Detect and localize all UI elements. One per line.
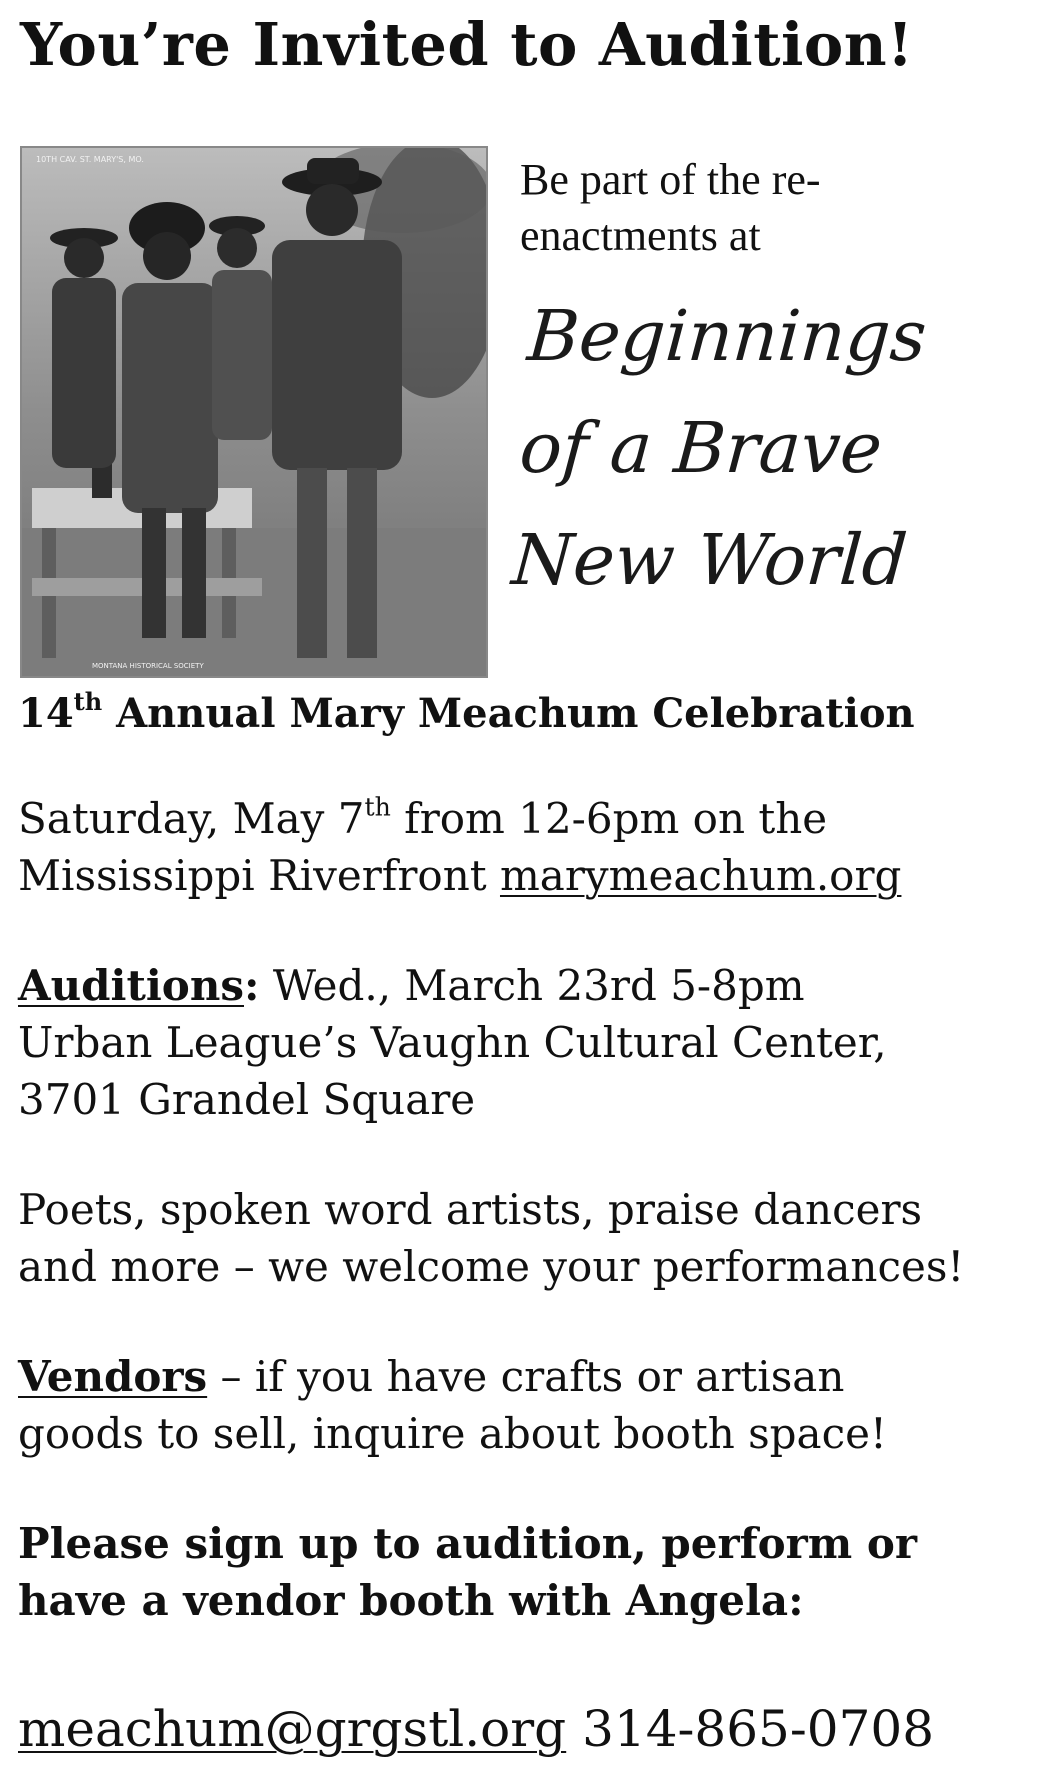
date-text: Saturday, May 7 bbox=[18, 794, 365, 843]
performers-line-1: Poets, spoken word artists, praise dancers bbox=[18, 1185, 923, 1234]
performers-line-2: and more – we welcome your performances! bbox=[18, 1242, 965, 1291]
intro-line-2: enactments at bbox=[520, 211, 761, 260]
page-title: You’re Invited to Audition! bbox=[20, 10, 914, 79]
photo-caption-bottom: MONTANA HISTORICAL SOCIETY bbox=[92, 662, 204, 670]
event-title-line-2: of a Brave bbox=[517, 407, 885, 489]
annual-number: 14 bbox=[18, 690, 74, 737]
location-text: Mississippi Riverfront bbox=[18, 851, 500, 900]
phone-number: 314-865-0708 bbox=[566, 1700, 935, 1758]
vendors-text: – if you have crafts or artisan bbox=[207, 1352, 845, 1401]
event-title bbox=[508, 280, 1031, 616]
auditions-address: 3701 Grandel Square bbox=[18, 1075, 476, 1124]
date-line-1 bbox=[18, 790, 827, 847]
auditions-line-1 bbox=[18, 957, 805, 1014]
auditions-venue: Urban League’s Vaughn Cultural Center, bbox=[18, 1018, 887, 1067]
date-line-2 bbox=[18, 847, 901, 904]
vendors-label: Vendors bbox=[18, 1352, 208, 1401]
historic-photo bbox=[20, 146, 488, 678]
date-suffix: th bbox=[364, 792, 391, 822]
auditions-when: Wed., March 23rd 5-8pm bbox=[259, 961, 805, 1010]
photo-caption-top: 10TH CAV. ST. MARY'S, MO. bbox=[36, 155, 144, 164]
annual-suffix: th bbox=[73, 687, 103, 717]
annual-heading bbox=[18, 687, 915, 737]
auditions-colon: : bbox=[244, 961, 260, 1010]
email-link[interactable]: meachum@grgstl.org bbox=[18, 1700, 567, 1758]
signup-line-2: have a vendor booth with Angela: bbox=[18, 1576, 804, 1625]
annual-rest: Annual Mary Meachum Celebration bbox=[102, 690, 915, 737]
vendors-line-2: goods to sell, inquire about booth space! bbox=[18, 1409, 887, 1458]
auditions-label: Auditions bbox=[18, 961, 244, 1010]
vendors-line-1 bbox=[18, 1348, 844, 1405]
intro-line-1: Be part of the re- bbox=[520, 155, 821, 204]
website-link[interactable]: marymeachum.org bbox=[499, 851, 902, 900]
event-title-line-1: Beginnings bbox=[524, 295, 930, 377]
contact-line bbox=[18, 1700, 934, 1758]
signup-line-1: Please sign up to audition, perform or bbox=[18, 1519, 918, 1568]
date-time: from 12-6pm on the bbox=[390, 794, 828, 843]
intro-text bbox=[520, 152, 940, 264]
event-title-line-3: New World bbox=[509, 519, 910, 601]
